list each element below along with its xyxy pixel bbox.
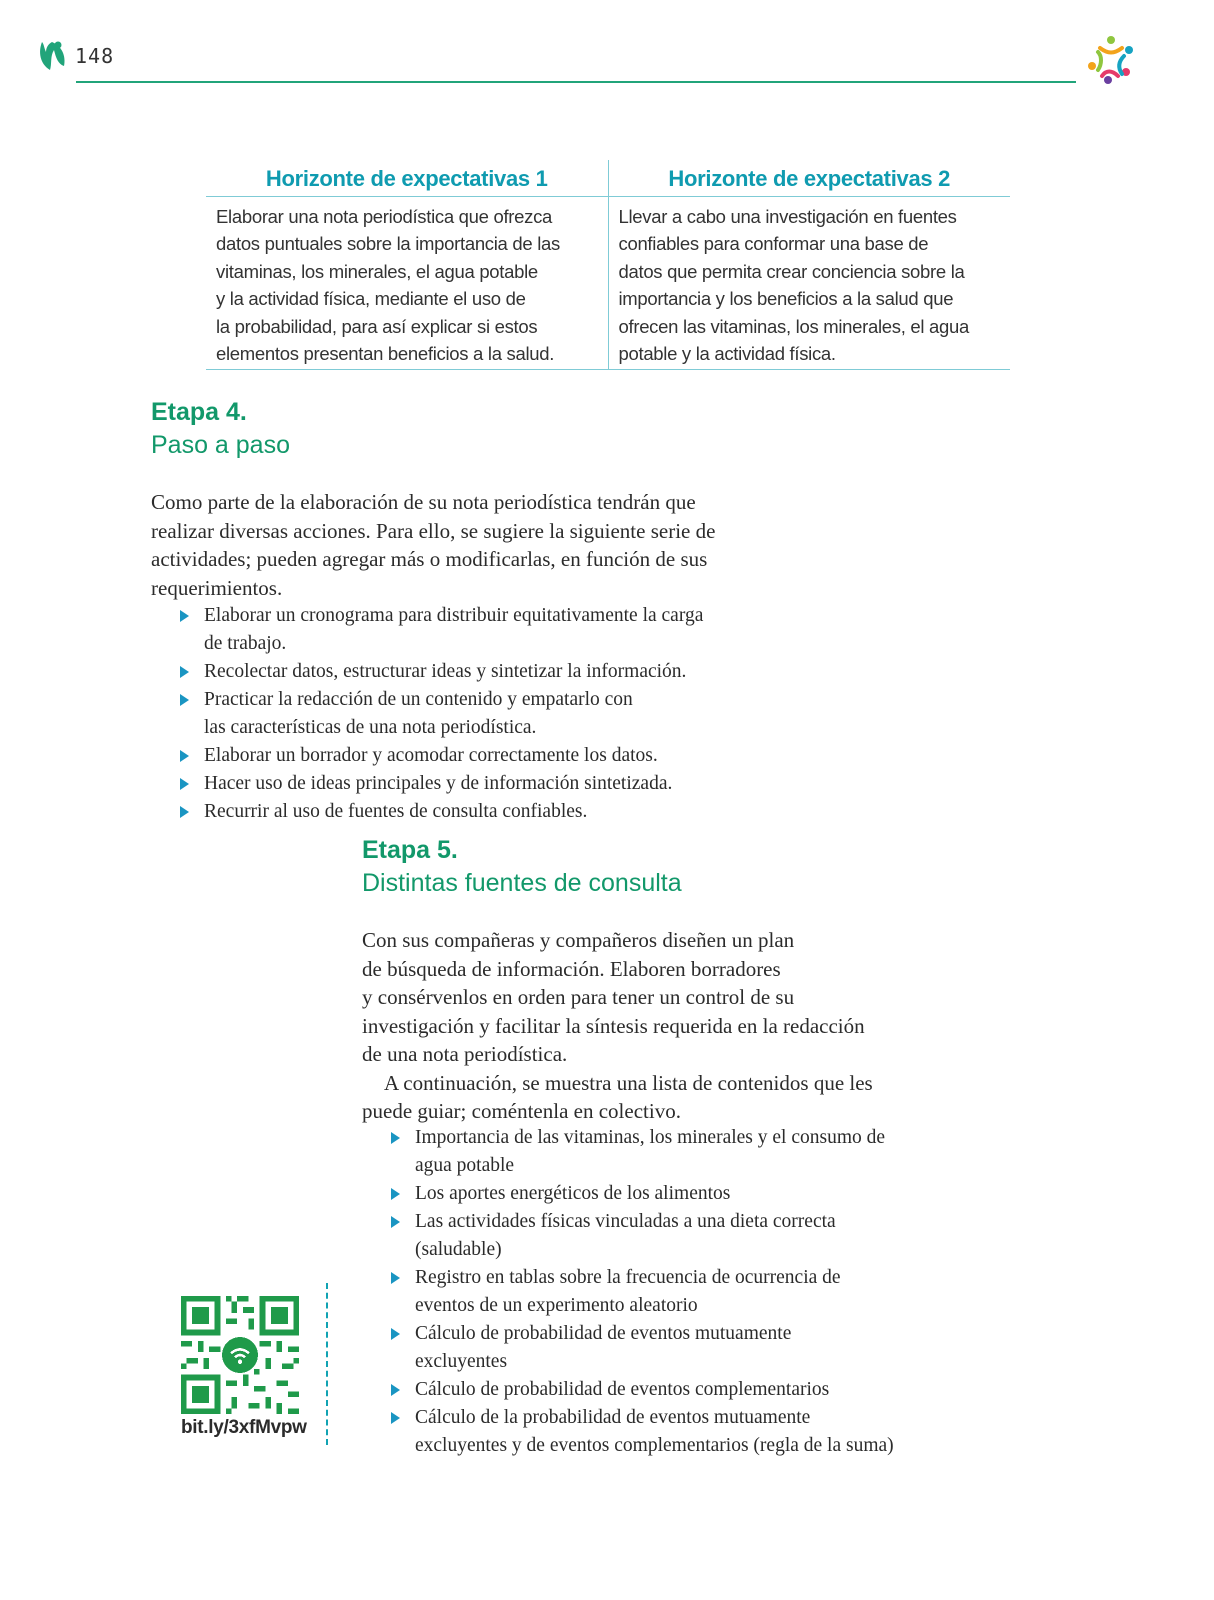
etapa5-para1-line: de una nota periodística. xyxy=(362,1042,568,1066)
table-line: vitaminas, los minerales, el agua potable xyxy=(216,260,538,282)
expectations-table xyxy=(206,160,1010,370)
bullet-triangle-icon xyxy=(180,610,189,622)
bullet-line: Cálculo de la probabilidad de eventos mutuamente xyxy=(415,1407,811,1428)
table-line: datos puntuales sobre la importancia de las xyxy=(216,233,560,255)
community-logo-icon xyxy=(1084,34,1138,86)
bullet-line: Recurrir al uso de fuentes de consulta confiables. xyxy=(204,801,588,822)
bullet-triangle-icon xyxy=(391,1132,400,1144)
list-item xyxy=(176,742,796,770)
list-item xyxy=(176,770,796,798)
list-item xyxy=(387,1376,1027,1404)
bullet-line: Cálculo de probabilidad de eventos complementarios xyxy=(415,1379,830,1400)
etapa4-intro-line: Como parte de la elaboración de su nota periodística tendrán que xyxy=(151,490,696,514)
qr-divider xyxy=(326,1283,328,1445)
bullet-line: de trabajo. xyxy=(204,633,287,654)
etapa4-title: Paso a paso xyxy=(151,431,290,459)
table-line: Llevar a cabo una investigación en fuentes xyxy=(618,206,957,227)
table-line: datos que permita crear conciencia sobre la xyxy=(618,260,965,282)
leaf-logo-icon xyxy=(36,38,68,74)
bullet-line: (saludable) xyxy=(415,1239,502,1260)
list-item xyxy=(387,1124,1027,1180)
table-line: Elaborar una nota periodística que ofrezca xyxy=(216,206,553,227)
bullet-triangle-icon xyxy=(391,1412,400,1424)
bullet-triangle-icon xyxy=(391,1328,400,1340)
list-item xyxy=(176,602,796,658)
bullet-line: Recolectar datos, estructurar ideas y sintetizar la información. xyxy=(204,661,687,682)
header-divider xyxy=(76,81,1076,83)
etapa5-para1-line: investigación y facilitar la síntesis requerida en la redacción xyxy=(362,1013,865,1038)
table-header-1: Horizonte de expectativas 1 xyxy=(206,160,608,197)
etapa5-para2-line: A continuación, se muestra una lista de contenidos que les xyxy=(384,1070,873,1095)
bullet-triangle-icon xyxy=(391,1272,400,1284)
list-item xyxy=(176,686,796,742)
bullet-line: Cálculo de probabilidad de eventos mutuamente xyxy=(415,1323,792,1344)
list-item xyxy=(387,1180,1027,1208)
list-item xyxy=(176,658,796,686)
etapa4-heading xyxy=(151,396,290,462)
etapa5-paragraphs xyxy=(362,926,982,1126)
table-line: confiables para conformar una base de xyxy=(618,233,929,255)
bullet-triangle-icon xyxy=(180,666,189,678)
etapa4-number: Etapa 4. xyxy=(151,398,247,426)
bullet-triangle-icon xyxy=(391,1188,400,1200)
table-line: importancia y los beneficios a la salud que xyxy=(618,288,954,310)
etapa5-bullet-list xyxy=(387,1124,1027,1460)
bullet-line: excluyentes xyxy=(415,1351,508,1372)
table-cell-1 xyxy=(206,197,608,370)
list-item xyxy=(387,1264,1027,1320)
etapa5-para2-line: puede guiar; coméntenla en colectivo. xyxy=(362,1099,681,1123)
etapa5-para1-line: y consérvenlos en orden para tener un control de su xyxy=(362,985,795,1009)
table-line: elementos presentan beneficios a la salud. xyxy=(216,343,555,365)
bullet-line: Practicar la redacción de un contenido y empatarlo con xyxy=(204,689,633,710)
table-cell-2 xyxy=(608,197,1010,370)
etapa5-title: Distintas fuentes de consulta xyxy=(362,869,682,897)
table-line: la probabilidad, para así explicar si estos xyxy=(216,315,538,337)
qr-code-icon[interactable] xyxy=(181,1296,299,1414)
bullet-line: Las actividades físicas vinculadas a una dieta correcta xyxy=(415,1211,836,1232)
bullet-triangle-icon xyxy=(391,1384,400,1396)
list-item xyxy=(176,798,796,826)
etapa4-intro-line: actividades; pueden agregar más o modificarlas, en función de sus xyxy=(151,547,708,571)
bullet-line: eventos de un experimento aleatorio xyxy=(415,1295,698,1316)
list-item xyxy=(387,1320,1027,1376)
etapa4-intro-line: realizar diversas acciones. Para ello, se sugiere la siguiente serie de xyxy=(151,518,716,543)
table-line: y la actividad física, mediante el uso de xyxy=(216,288,526,310)
etapa5-para1-line: Con sus compañeras y compañeros diseñen un plan xyxy=(362,928,795,952)
bullet-triangle-icon xyxy=(180,750,189,762)
bullet-line: Elaborar un borrador y acomodar correctamente los datos. xyxy=(204,745,658,766)
bullet-line: Hacer uso de ideas principales y de información sintetizada. xyxy=(204,773,673,794)
list-item xyxy=(387,1404,1027,1460)
bullet-line: Importancia de las vitaminas, los minerales y el consumo de xyxy=(415,1127,886,1148)
bullet-line: agua potable xyxy=(415,1155,515,1176)
etapa4-intro-line: requerimientos. xyxy=(151,575,283,600)
bullet-triangle-icon xyxy=(180,806,189,818)
etapa5-heading xyxy=(362,834,682,900)
bullet-line: Los aportes energéticos de los alimentos xyxy=(415,1183,731,1204)
bullet-triangle-icon xyxy=(180,778,189,790)
bullet-line: excluyentes y de eventos complementarios (regla de la suma) xyxy=(415,1435,894,1456)
table-line: ofrecen las vitaminas, los minerales, el agua xyxy=(618,315,970,337)
table-line: potable y la actividad física. xyxy=(618,343,836,365)
etapa5-number: Etapa 5. xyxy=(362,836,458,864)
qr-link[interactable]: bit.ly/3xfMvpw xyxy=(181,1417,307,1438)
list-item xyxy=(387,1208,1027,1264)
etapa4-bullet-list xyxy=(176,602,796,826)
bullet-triangle-icon xyxy=(180,694,189,706)
table-header-2: Horizonte de expectativas 2 xyxy=(608,160,1010,197)
bullet-line: Registro en tablas sobre la frecuencia de ocurrencia de xyxy=(415,1267,841,1288)
bullet-line: las características de una nota periodística. xyxy=(204,717,537,738)
page-number: 148 xyxy=(75,44,115,68)
etapa5-para1-line: de búsqueda de información. Elaboren borradores xyxy=(362,956,781,981)
etapa4-intro xyxy=(151,488,791,602)
bullet-triangle-icon xyxy=(391,1216,400,1228)
bullet-line: Elaborar un cronograma para distribuir equitativamente la carga xyxy=(204,605,704,626)
